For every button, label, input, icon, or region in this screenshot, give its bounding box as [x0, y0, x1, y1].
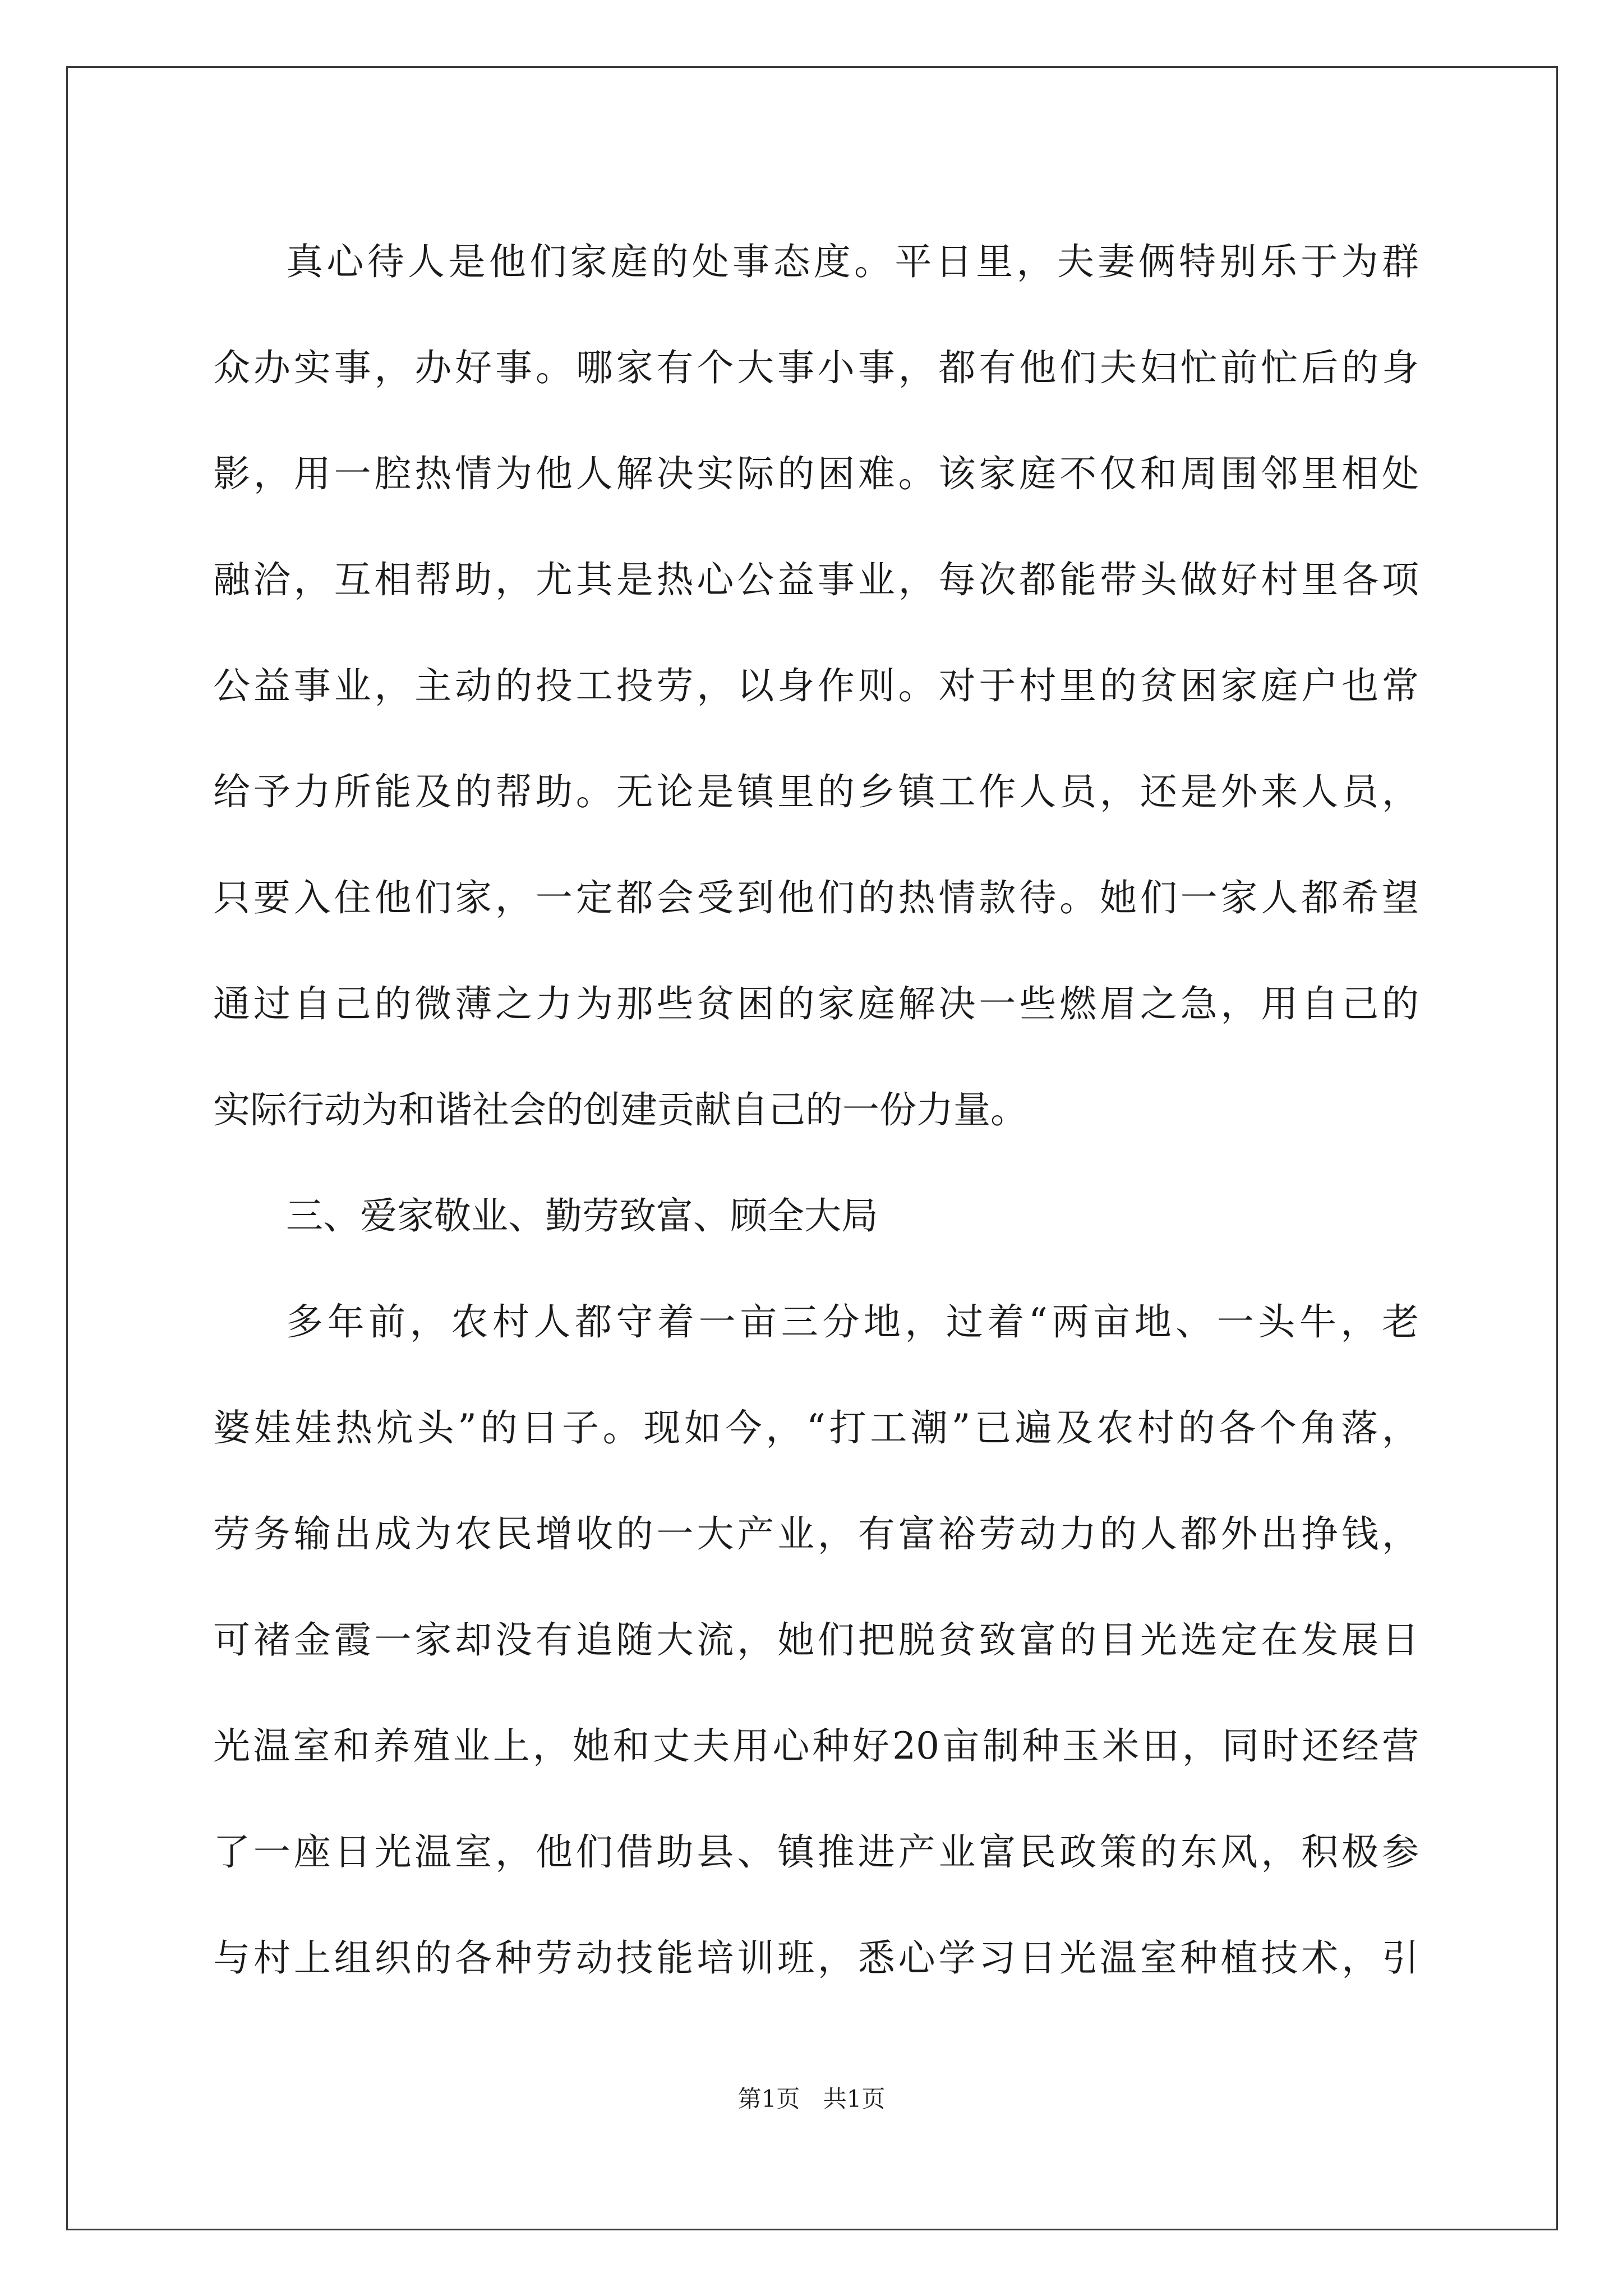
text-line: 真心待人是他们家庭的处事态度。平日里，夫妻俩特别乐于为群 [286, 240, 1419, 283]
section-heading [213, 1163, 1419, 1269]
section-heading-text: 三、爱家敬业、勤劳致富、顾全大局 [286, 1194, 878, 1237]
page-number: 第1页 [737, 2085, 800, 2113]
document-body [213, 209, 1419, 2011]
text-line: 与村上组织的各种劳动技能培训班，悉心学习日光温室种植技术，引 [213, 1936, 1419, 1980]
page-total: 共1页 [823, 2085, 886, 2113]
text-line: 婆娃娃热炕头”的日子。现如今，“打工潮”已遍及农村的各个角落， [213, 1406, 1419, 1450]
page-footer [0, 2082, 1623, 2116]
text-line: 众办实事，办好事。哪家有个大事小事，都有他们夫妇忙前忙后的身 [213, 346, 1419, 389]
text-line: 了一座日光温室，他们借助县、镇推进产业富民政策的东风，积极参 [213, 1830, 1419, 1874]
text-line: 影，用一腔热情为他人解决实际的困难。该家庭不仅和周围邻里相处 [213, 452, 1419, 495]
text-line: 可褚金霞一家却没有追随大流，她们把脱贫致富的目光选定在发展日 [213, 1618, 1419, 1662]
text-line: 只要入住他们家，一定都会受到他们的热情款待。她们一家人都希望 [213, 876, 1419, 919]
text-line: 公益事业，主动的投工投劳，以身作则。对于村里的贫困家庭户也常 [213, 664, 1419, 707]
text-line: 给予力所能及的帮助。无论是镇里的乡镇工作人员，还是外来人员， [213, 770, 1419, 813]
paragraph-1 [213, 209, 1419, 1163]
text-line: 劳务输出成为农民增收的一大产业，有富裕劳动力的人都外出挣钱， [213, 1512, 1419, 1556]
text-line: 实际行动为和谐社会的创建贡献自己的一份力量。 [213, 1088, 1027, 1131]
text-line: 多年前，农村人都守着一亩三分地，过着“两亩地、一头牛，老 [286, 1300, 1419, 1343]
paragraph-3 [213, 1269, 1419, 2011]
text-line: 光温室和养殖业上，她和丈夫用心种好20亩制种玉米田，同时还经营 [213, 1724, 1419, 1768]
text-line: 通过自己的微薄之力为那些贫困的家庭解决一些燃眉之急，用自己的 [213, 982, 1419, 1025]
text-line: 融洽，互相帮助，尤其是热心公益事业，每次都能带头做好村里各项 [213, 558, 1419, 601]
